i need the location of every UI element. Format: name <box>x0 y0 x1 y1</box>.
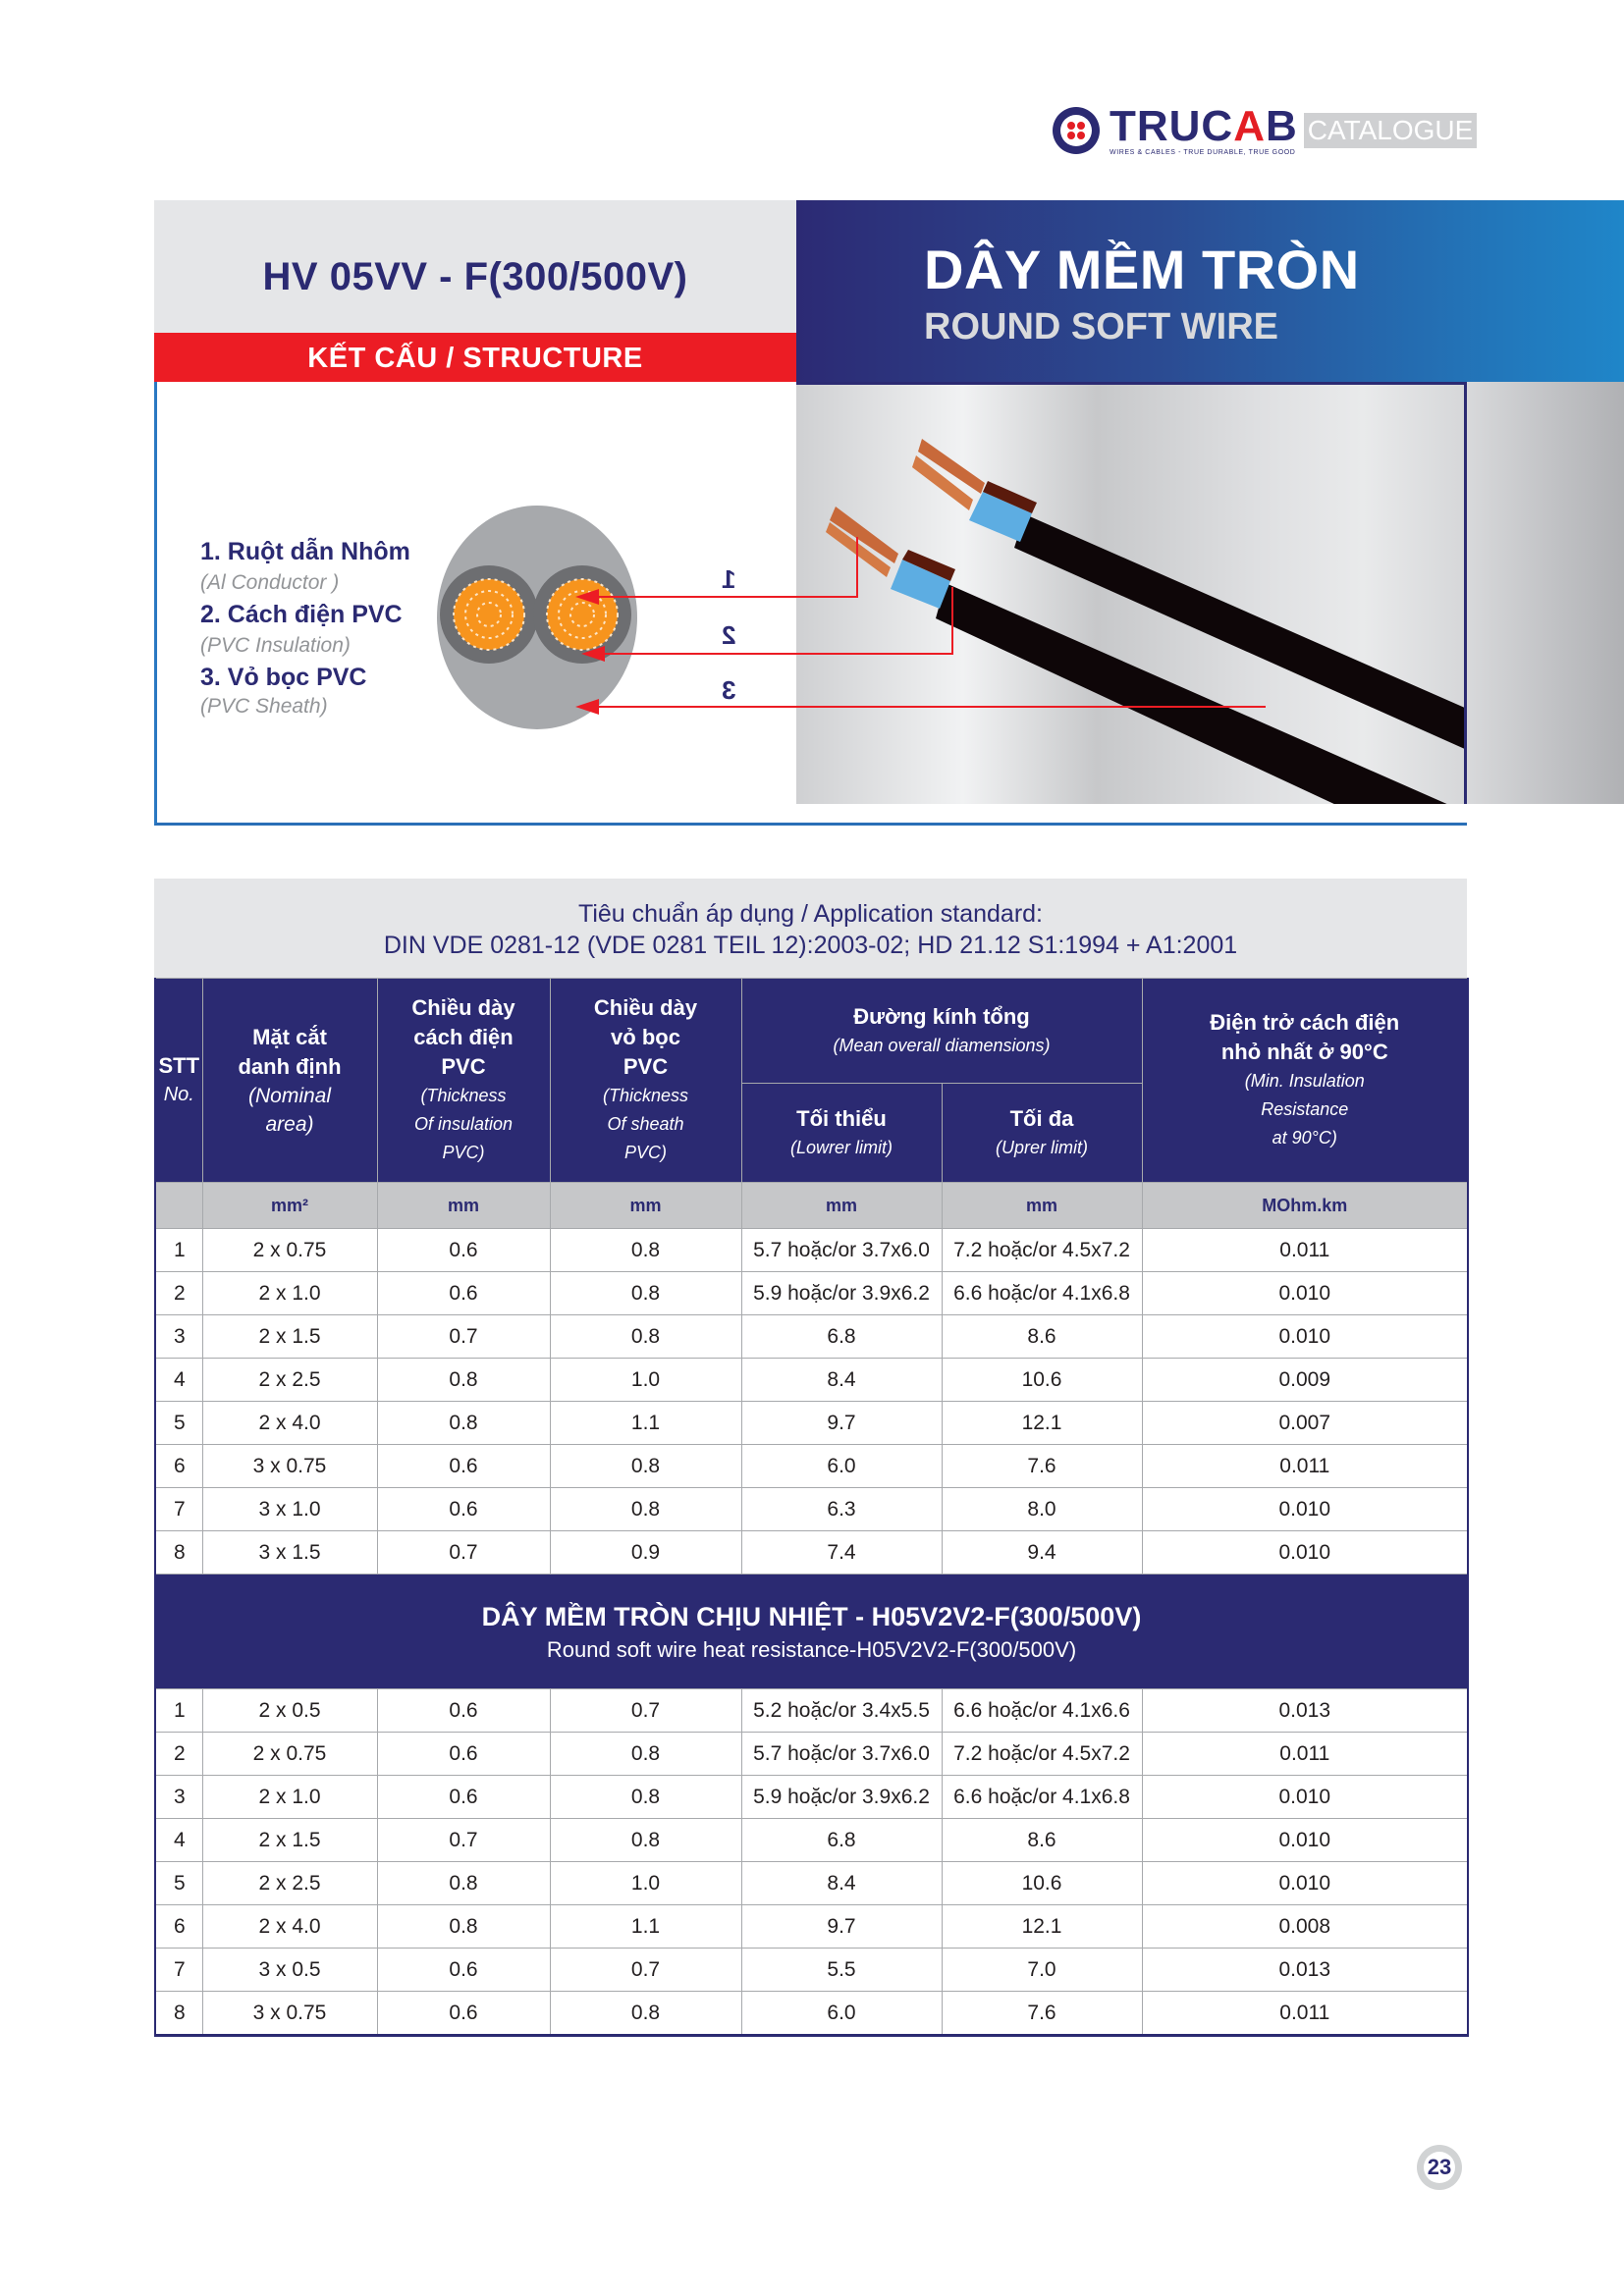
cell-stt: 2 <box>155 1733 202 1776</box>
header-max-diameter: Tối đa (Uprer limit) <box>942 1084 1142 1183</box>
cell-nominal-area: 2 x 2.5 <box>202 1862 377 1905</box>
application-standard <box>154 879 1467 978</box>
table-body-hv05vv <box>155 1229 1468 1575</box>
cell-insulation-thickness: 0.6 <box>377 1272 550 1315</box>
cell-sheath-thickness: 1.1 <box>550 1905 741 1949</box>
cell-min-diameter: 5.5 <box>741 1949 942 1992</box>
cell-insulation-thickness: 0.8 <box>377 1905 550 1949</box>
cell-nominal-area: 2 x 0.5 <box>202 1689 377 1733</box>
cell-stt: 3 <box>155 1776 202 1819</box>
unit-cell: mm <box>377 1183 550 1229</box>
structure-bar: KẾT CẤU / STRUCTURE <box>154 333 796 382</box>
section-title-en: Round soft wire heat resistance-H05V2V2-F(300/500V) <box>546 1637 1077 1662</box>
cell-insulation-thickness: 0.6 <box>377 1992 550 2036</box>
cell-insulation-resistance: 0.010 <box>1142 1315 1468 1359</box>
cell-nominal-area: 2 x 2.5 <box>202 1359 377 1402</box>
cell-stt: 8 <box>155 1531 202 1575</box>
header-sheath-thickness: Chiều dày vỏ bọc PVC (Thickness Of sheath PVC) <box>550 979 741 1183</box>
section-header-h05v2v2 <box>155 1575 1468 1689</box>
unit-cell: mm <box>550 1183 741 1229</box>
cell-nominal-area: 2 x 1.0 <box>202 1776 377 1819</box>
cell-max-diameter: 7.2 hoặc/or 4.5x7.2 <box>942 1733 1142 1776</box>
standard-value: DIN VDE 0281-12 (VDE 0281 TEIL 12):2003-02; HD 21.12 S1:1994 + A1:2001 <box>383 932 1238 959</box>
cell-insulation-resistance: 0.010 <box>1142 1531 1468 1575</box>
cell-min-diameter: 6.3 <box>741 1488 942 1531</box>
cell-insulation-thickness: 0.8 <box>377 1862 550 1905</box>
cell-stt: 1 <box>155 1229 202 1272</box>
legend-item-sheath-en: (PVC Sheath) <box>200 695 328 718</box>
cell-insulation-resistance: 0.013 <box>1142 1689 1468 1733</box>
cell-max-diameter: 12.1 <box>942 1402 1142 1445</box>
cell-max-diameter: 10.6 <box>942 1862 1142 1905</box>
structure-legend <box>200 535 410 720</box>
cell-stt: 1 <box>155 1689 202 1733</box>
header-stt: STT No. <box>155 979 202 1183</box>
header-insulation-thickness: Chiều dày cách điện PVC (Thickness Of insulation PVC) <box>377 979 550 1183</box>
legend-item-insulation: 2. Cách điện PVC <box>200 601 403 628</box>
page-number-badge <box>1414 2142 1465 2193</box>
legend-item-insulation-en: (PVC Insulation) <box>200 634 351 657</box>
cell-nominal-area: 2 x 0.75 <box>202 1733 377 1776</box>
table-row <box>155 1992 1468 2036</box>
cell-sheath-thickness: 0.8 <box>550 1272 741 1315</box>
table-row <box>155 1359 1468 1402</box>
cell-insulation-thickness: 0.7 <box>377 1819 550 1862</box>
cell-insulation-thickness: 0.6 <box>377 1689 550 1733</box>
trucab-logo-icon <box>1049 103 1104 158</box>
cell-stt: 2 <box>155 1272 202 1315</box>
cell-insulation-thickness: 0.8 <box>377 1359 550 1402</box>
cell-insulation-resistance: 0.008 <box>1142 1905 1468 1949</box>
header-overall-diameter: Đường kính tổng (Mean overall diamensions) <box>741 979 1142 1084</box>
cell-insulation-resistance: 0.011 <box>1142 1445 1468 1488</box>
callout-number-2: 2 <box>722 620 736 650</box>
model-title: HV 05VV - F(300/500V) <box>262 255 688 298</box>
header-insulation-resistance: Điện trở cách điện nhỏ nhất ở 90°C (Min. Insulation Resistance at 90°C) <box>1142 979 1468 1183</box>
section-title-vi: DÂY MỀM TRÒN CHỊU NHIỆT - H05V2V2-F(300/500V) <box>481 1602 1142 1631</box>
cell-max-diameter: 6.6 hoặc/or 4.1x6.8 <box>942 1272 1142 1315</box>
cell-max-diameter: 7.6 <box>942 1445 1142 1488</box>
spec-table <box>154 978 1469 2037</box>
cell-insulation-resistance: 0.010 <box>1142 1862 1468 1905</box>
table-row <box>155 1689 1468 1733</box>
table-row <box>155 1776 1468 1819</box>
cell-stt: 6 <box>155 1445 202 1488</box>
legend-item-sheath: 3. Vỏ bọc PVC <box>200 664 367 691</box>
cell-insulation-thickness: 0.6 <box>377 1445 550 1488</box>
cell-sheath-thickness: 1.0 <box>550 1359 741 1402</box>
product-title-en: ROUND SOFT WIRE <box>924 306 1278 347</box>
cell-sheath-thickness: 0.8 <box>550 1229 741 1272</box>
table-row <box>155 1315 1468 1359</box>
cell-insulation-thickness: 0.6 <box>377 1229 550 1272</box>
header-nominal-area: Mặt cắt danh định (Nominal area) <box>202 979 377 1183</box>
cell-min-diameter: 6.8 <box>741 1819 942 1862</box>
model-header <box>154 200 796 333</box>
cell-insulation-resistance: 0.009 <box>1142 1359 1468 1402</box>
cell-min-diameter: 6.0 <box>741 1992 942 2036</box>
cell-min-diameter: 5.9 hoặc/or 3.9x6.2 <box>741 1272 942 1315</box>
cell-nominal-area: 3 x 1.5 <box>202 1531 377 1575</box>
table-header-row-1 <box>155 979 1468 1084</box>
cell-sheath-thickness: 0.8 <box>550 1315 741 1359</box>
trucab-logo <box>1049 101 1477 160</box>
cell-max-diameter: 8.6 <box>942 1315 1142 1359</box>
cell-nominal-area: 2 x 1.5 <box>202 1819 377 1862</box>
cell-min-diameter: 5.9 hoặc/or 3.9x6.2 <box>741 1776 942 1819</box>
cell-sheath-thickness: 0.8 <box>550 1819 741 1862</box>
table-row <box>155 1402 1468 1445</box>
legend-item-conductor: 1. Ruột dẫn Nhôm <box>200 538 410 565</box>
callout-number-1: 1 <box>722 564 736 594</box>
cell-insulation-resistance: 0.011 <box>1142 1992 1468 2036</box>
cell-max-diameter: 10.6 <box>942 1359 1142 1402</box>
cell-max-diameter: 7.6 <box>942 1992 1142 2036</box>
cell-max-diameter: 8.0 <box>942 1488 1142 1531</box>
cell-min-diameter: 5.2 hoặc/or 3.4x5.5 <box>741 1689 942 1733</box>
cell-min-diameter: 5.7 hoặc/or 3.7x6.0 <box>741 1229 942 1272</box>
table-row <box>155 1949 1468 1992</box>
cell-nominal-area: 3 x 1.0 <box>202 1488 377 1531</box>
cell-min-diameter: 9.7 <box>741 1905 942 1949</box>
cell-insulation-resistance: 0.007 <box>1142 1402 1468 1445</box>
cell-sheath-thickness: 1.0 <box>550 1862 741 1905</box>
page-number: 23 <box>1427 2155 1452 2179</box>
cell-max-diameter: 8.6 <box>942 1819 1142 1862</box>
table-row <box>155 1531 1468 1575</box>
cell-insulation-resistance: 0.013 <box>1142 1949 1468 1992</box>
catalogue-label: CATALOGUE <box>1304 113 1478 148</box>
cell-stt: 4 <box>155 1819 202 1862</box>
cell-sheath-thickness: 0.8 <box>550 1488 741 1531</box>
cell-nominal-area: 3 x 0.75 <box>202 1992 377 2036</box>
brand-name: TRUCAB <box>1110 101 1298 150</box>
unit-cell: mm <box>942 1183 1142 1229</box>
cell-min-diameter: 5.7 hoặc/or 3.7x6.0 <box>741 1733 942 1776</box>
table-row <box>155 1229 1468 1272</box>
callout-number-3: 3 <box>722 675 736 705</box>
cell-nominal-area: 2 x 4.0 <box>202 1905 377 1949</box>
cell-nominal-area: 2 x 0.75 <box>202 1229 377 1272</box>
cell-insulation-thickness: 0.8 <box>377 1402 550 1445</box>
units-row <box>155 1183 1468 1229</box>
cell-insulation-thickness: 0.6 <box>377 1488 550 1531</box>
cell-max-diameter: 6.6 hoặc/or 4.1x6.8 <box>942 1776 1142 1819</box>
cell-sheath-thickness: 0.7 <box>550 1949 741 1992</box>
table-body-h05v2v2 <box>155 1689 1468 2036</box>
brand-tagline: WIRES & CABLES - TRUE DURABLE, TRUE GOOD <box>1110 148 1296 156</box>
cell-sheath-thickness: 0.8 <box>550 1733 741 1776</box>
unit-cell: MOhm.km <box>1142 1183 1468 1229</box>
cell-nominal-area: 2 x 1.0 <box>202 1272 377 1315</box>
unit-cell <box>155 1183 202 1229</box>
cell-sheath-thickness: 0.9 <box>550 1531 741 1575</box>
product-title-vi: DÂY MỀM TRÒN <box>924 239 1360 300</box>
cell-stt: 8 <box>155 1992 202 2036</box>
cell-insulation-resistance: 0.010 <box>1142 1819 1468 1862</box>
cell-insulation-thickness: 0.6 <box>377 1949 550 1992</box>
cell-min-diameter: 6.8 <box>741 1315 942 1359</box>
cell-sheath-thickness: 0.8 <box>550 1992 741 2036</box>
cell-nominal-area: 2 x 4.0 <box>202 1402 377 1445</box>
cell-insulation-thickness: 0.7 <box>377 1315 550 1359</box>
cell-max-diameter: 7.2 hoặc/or 4.5x7.2 <box>942 1229 1142 1272</box>
cell-insulation-resistance: 0.010 <box>1142 1272 1468 1315</box>
cell-min-diameter: 6.0 <box>741 1445 942 1488</box>
product-title-banner <box>796 200 1624 382</box>
table-row <box>155 1272 1468 1315</box>
cell-max-diameter: 7.0 <box>942 1949 1142 1992</box>
cell-stt: 7 <box>155 1949 202 1992</box>
cell-stt: 5 <box>155 1862 202 1905</box>
unit-cell: mm <box>741 1183 942 1229</box>
table-row <box>155 1488 1468 1531</box>
table-row <box>155 1905 1468 1949</box>
cell-sheath-thickness: 0.7 <box>550 1689 741 1733</box>
cell-nominal-area: 3 x 0.5 <box>202 1949 377 1992</box>
unit-cell: mm² <box>202 1183 377 1229</box>
section-header-cell <box>155 1575 1468 1689</box>
cell-sheath-thickness: 1.1 <box>550 1402 741 1445</box>
table-row <box>155 1819 1468 1862</box>
cell-max-diameter: 12.1 <box>942 1905 1142 1949</box>
cell-insulation-thickness: 0.7 <box>377 1531 550 1575</box>
legend-item-conductor-en: (Al Conductor ) <box>200 571 340 594</box>
cell-min-diameter: 8.4 <box>741 1359 942 1402</box>
cell-min-diameter: 7.4 <box>741 1531 942 1575</box>
table-row <box>155 1862 1468 1905</box>
cell-stt: 4 <box>155 1359 202 1402</box>
cell-max-diameter: 9.4 <box>942 1531 1142 1575</box>
cell-sheath-thickness: 0.8 <box>550 1445 741 1488</box>
cell-stt: 5 <box>155 1402 202 1445</box>
cell-insulation-thickness: 0.6 <box>377 1733 550 1776</box>
cell-min-diameter: 9.7 <box>741 1402 942 1445</box>
standard-label: Tiêu chuẩn áp dụng / Application standard: <box>577 900 1044 928</box>
cell-insulation-resistance: 0.011 <box>1142 1733 1468 1776</box>
cell-stt: 6 <box>155 1905 202 1949</box>
table-row <box>155 1445 1468 1488</box>
cell-insulation-resistance: 0.010 <box>1142 1488 1468 1531</box>
photo-side-strip <box>1467 382 1624 804</box>
cross-section-diagram <box>432 499 1296 734</box>
cell-insulation-resistance: 0.011 <box>1142 1229 1468 1272</box>
cell-max-diameter: 6.6 hoặc/or 4.1x6.6 <box>942 1689 1142 1733</box>
table-row <box>155 1733 1468 1776</box>
cell-min-diameter: 8.4 <box>741 1862 942 1905</box>
cell-stt: 3 <box>155 1315 202 1359</box>
cell-sheath-thickness: 0.8 <box>550 1776 741 1819</box>
cell-stt: 7 <box>155 1488 202 1531</box>
cell-insulation-resistance: 0.010 <box>1142 1776 1468 1819</box>
cell-nominal-area: 2 x 1.5 <box>202 1315 377 1359</box>
header-min-diameter: Tối thiểu (Lowrer limit) <box>741 1084 942 1183</box>
cell-nominal-area: 3 x 0.75 <box>202 1445 377 1488</box>
cell-insulation-thickness: 0.6 <box>377 1776 550 1819</box>
